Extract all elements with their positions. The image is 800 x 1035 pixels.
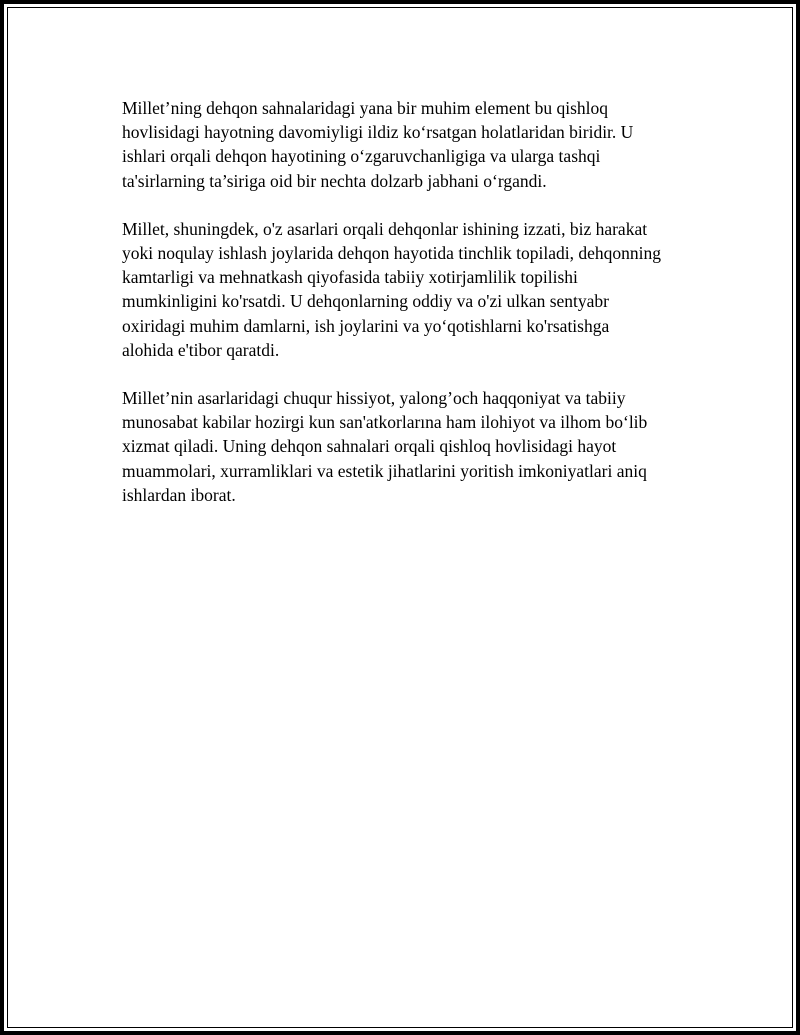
paragraph-1: [122, 96, 697, 193]
paragraph-line: ta'sirlarning ta’siriga oid bir nechta dolzarb jabhani o‘rgandi.: [122, 170, 547, 191]
paragraph-line: alohida e'tibor qaratdi.: [122, 339, 280, 360]
paragraph-line: hovlisidagi hayotning davomiyligi ildiz ko‘rsatgan holatlaridan biridir. U: [122, 122, 634, 143]
paragraph-line: mumkinligini ko'rsatdi. U dehqonlarning oddiy va o'zi ulkan sentyabr: [122, 291, 609, 312]
paragraph-line: yoki noqulay ishlash joylarida dehqon hayotida tinchlik topiladi, dehqonning: [122, 243, 662, 264]
paragraph-line: munosabat kabilar hozirgi kun san'atkorlarına ham ilohiyot va ilhom bo‘lib: [122, 412, 648, 433]
paragraph-line: xizmat qiladi. Uning dehqon sahnalari orqali qishloq hovlisidagi hayot: [122, 436, 617, 457]
paragraph-2: [122, 217, 697, 362]
paragraph-line: kamtarligi va mehnatkash qiyofasida tabiiy xotirjamlilik topilishi: [122, 267, 578, 288]
paragraph-line: ishlari orqali dehqon hayotining o‘zgaruvchanligiga va ularga tashqi: [122, 146, 601, 167]
paragraph-3: [122, 386, 697, 507]
paragraph-line: Millet’ning dehqon sahnalaridagi yana bir muhim element bu qishloq: [122, 98, 609, 118]
paragraph-line: ishlardan iborat.: [122, 484, 236, 505]
paragraph-line: Millet’nin asarlaridagi chuqur hissiyot, yalong’och haqqoniyat va tabiiy: [122, 388, 626, 409]
document-body: [122, 96, 697, 531]
paragraph-line: muammolari, xurramliklari va estetik jihatlarini yoritish imkoniyatlari aniq: [122, 460, 647, 481]
paragraph-line: oxiridagi muhim damlarni, ish joylarini va yo‘qotishlarni ko'rsatishga: [122, 315, 610, 336]
paragraph-line: Millet, shuningdek, o'z asarlari orqali dehqonlar ishining izzati, biz harakat: [122, 218, 648, 239]
